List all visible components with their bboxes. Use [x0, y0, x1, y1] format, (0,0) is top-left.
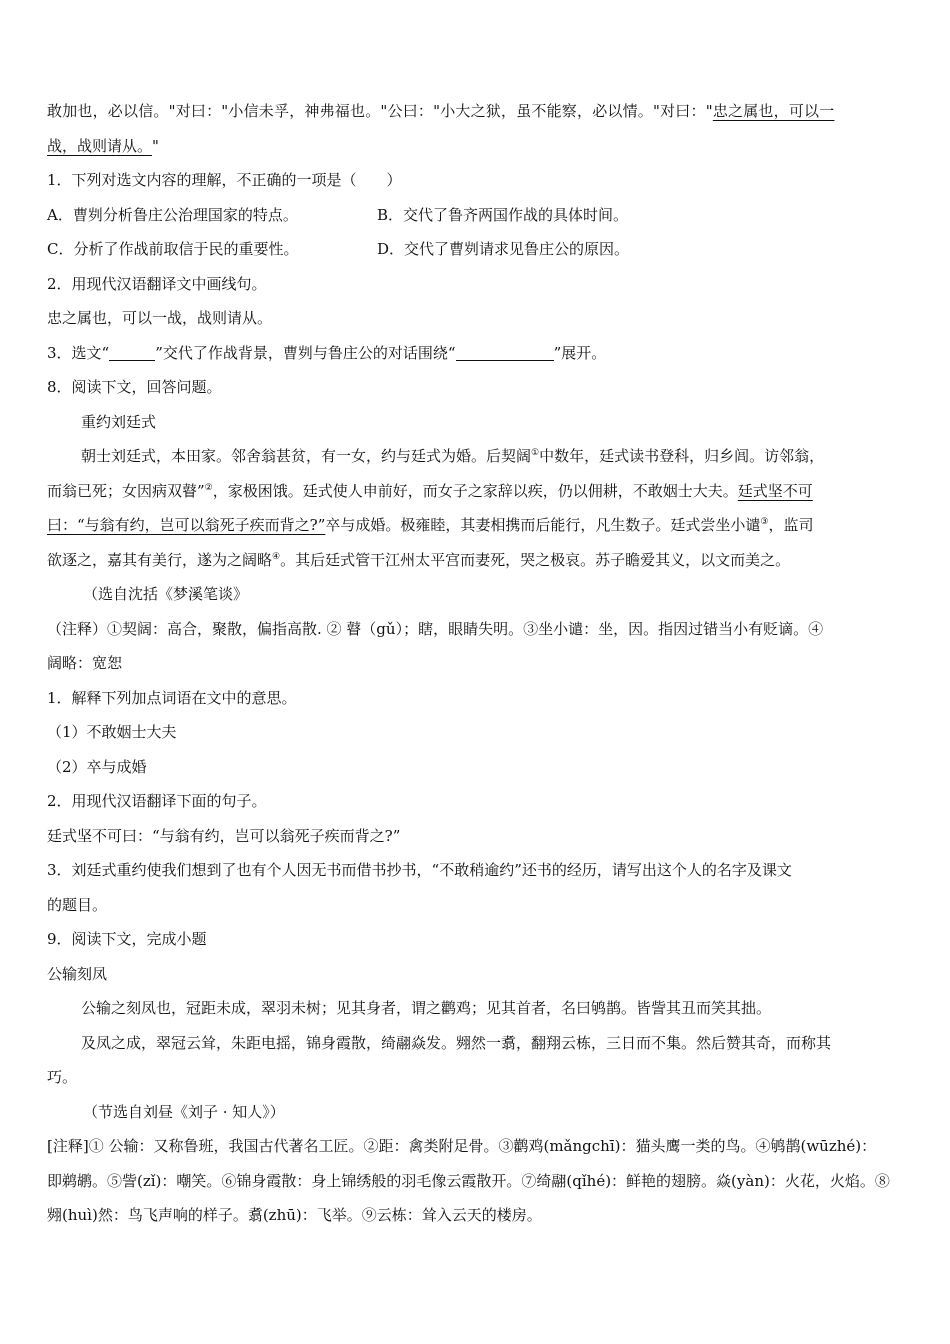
options-row-2	[47, 232, 907, 267]
passage-text: 而翁已死；女因病双瞽”	[47, 481, 205, 500]
answer-blank[interactable]	[456, 345, 554, 361]
passage-7-text: "	[152, 136, 159, 155]
question-7-2: 2．用现代汉语翻译文中画线句。	[47, 274, 267, 293]
passage-8-note-2: 阔略：宽恕	[47, 654, 123, 672]
question-8-heading: 8．阅读下文，回答问题。	[47, 378, 222, 396]
passage-text: ，家极困饿。廷式使人申前好，而女子之家辞以疾，仍以佣耕，不敢姻士大夫。	[212, 481, 738, 500]
option-c: C．分析了作战前取信于民的重要性。	[47, 240, 299, 258]
question-text: ”交代了作战背景，曹刿与鲁庄公的对话围绕“	[155, 343, 456, 362]
passage-9-note-2: 即鹈鹕。⑤訾(zǐ)：嘲笑。⑥锦身霞散：身上锦绣般的羽毛像云霞散开。⑦绮翮(qǐhé)：鲜艳的翅膀。焱(yàn)：火花，火焰。⑧	[47, 1171, 890, 1190]
question-9-heading: 9．阅读下文，完成小题	[47, 930, 207, 948]
passage-text: 朝士刘廷式，本田家。邻舍翁甚贫，有一女，约与廷式为婚。后契阔	[81, 447, 532, 465]
passage-7-text: 敢加也，必以信。"对曰："小信未孚，神弗福也。"公曰："小大之狱，虽不能察，必以情。"对曰："	[47, 102, 713, 120]
passage-text: 中数年，廷式读书登科，归乡闾。访邻翁，	[539, 447, 825, 465]
question-8-3-line-1: 3．刘廷式重约使我们想到了也有个人因无书而借书抄书，“不敢稍逾约”还书的经历，请写出这个人的名字及课文	[47, 861, 792, 879]
option-a: A．曹刿分析鲁庄公治理国家的特点。	[47, 205, 298, 224]
footnote-marker: ①	[531, 448, 540, 458]
passage-7-line-2	[47, 129, 907, 164]
passage-text: 。其后廷式管干江州太平宫而妻死，哭之极哀。苏子瞻爱其义，以文而美之。	[280, 550, 791, 569]
passage-text: ，监司	[768, 516, 814, 534]
question-7-2-sentence: 忠之属也，可以一战，战则请从。	[47, 309, 273, 327]
question-8-1-a: （1）不敢姻士大夫	[47, 723, 177, 741]
passage-text: 欲逐之，嘉其有美行，遂为之阔略	[47, 550, 273, 569]
passage-9-para-2-line-1: 及凤之成，翠冠云耸，朱距电摇，锦身霞散，绮翮焱发。翙然一翥，翻翔云栋，三日而不集。然后赞其奇，而称其	[81, 1033, 832, 1052]
passage-text: 卒与成婚。极雍睦，其妻相携而后能行，凡生数子。廷式尝坐小谴	[325, 516, 761, 534]
passage-8-line-3	[47, 508, 907, 543]
passage-8-note-1: （注释）①契阔：高合，聚散，偏指高散. ② 瞽（gǔ）；瞎，眼睛失明。③坐小谴：坐，因。指因过错当小有贬谪。④	[47, 619, 824, 638]
question-8-1-b: （2）卒与成婚	[47, 757, 147, 776]
passage-8-line-1	[47, 439, 907, 474]
passage-9-note-1: [注释]① 公输：又称鲁班，我国古代著名工匠。②距：禽类附足骨。③鹳鸡(mǎngchī)：猫头鹰一类的鸟。④鸲鹊(wūzhé)：	[47, 1137, 877, 1155]
question-7-1: 1．下列对选文内容的理解，不正确的一项是（ ）	[47, 171, 402, 189]
passage-8-line-2	[47, 474, 907, 509]
document-page	[47, 94, 907, 1233]
question-text: 3．选文“	[47, 343, 110, 362]
underlined-sentence: 廷式坚不可	[737, 481, 813, 500]
question-8-3-line-2: 的题目。	[47, 895, 108, 914]
question-7-3	[47, 336, 907, 371]
option-b: B．交代了鲁齐两国作战的具体时间。	[377, 205, 629, 224]
passage-9-para-2-line-2: 巧。	[47, 1068, 78, 1086]
answer-blank[interactable]	[109, 345, 155, 361]
passage-9-para-1: 公输之刻凤也，冠距未成，翠羽未树；见其身者，谓之鹳鸡；见其首者，名曰鸲鹊。皆訾其丑而笑其拙。	[81, 999, 772, 1017]
question-8-2: 2．用现代汉语翻译下面的句子。	[47, 792, 267, 810]
question-text: ”展开。	[553, 343, 607, 362]
option-d: D．交代了曹刿请求见鲁庄公的原因。	[377, 240, 630, 258]
underlined-sentence: 战，战则请从。	[47, 136, 153, 155]
underlined-sentence: 忠之属也，可以一	[712, 102, 835, 120]
passage-8-line-4	[47, 543, 907, 578]
footnote-marker: ②	[204, 482, 213, 493]
passage-9-source: （节选自刘昼《刘子 · 知人》）	[83, 1102, 285, 1121]
footnote-marker: ④	[272, 551, 281, 562]
passage-7-line-1	[47, 94, 907, 129]
passage-9-note-3: 翙(huì)然：鸟飞声响的样子。翥(zhū)：飞举。⑨云栋：耸入云天的楼房。	[47, 1206, 542, 1224]
passage-8-title: 重约刘廷式	[81, 412, 157, 431]
passage-8-source: （选自沈括《梦溪笔谈》	[83, 585, 249, 603]
options-row-1	[47, 198, 907, 233]
question-8-2-sentence: 廷式坚不可曰：“与翁有约，岂可以翁死子疾而背之?”	[47, 826, 401, 845]
underlined-sentence: 曰：“与翁有约，岂可以翁死子疾而背之?”	[47, 516, 326, 534]
question-8-1: 1．解释下列加点词语在文中的意思。	[47, 688, 297, 707]
passage-9-title: 公输刻凤	[47, 964, 108, 983]
footnote-marker: ③	[760, 517, 769, 527]
